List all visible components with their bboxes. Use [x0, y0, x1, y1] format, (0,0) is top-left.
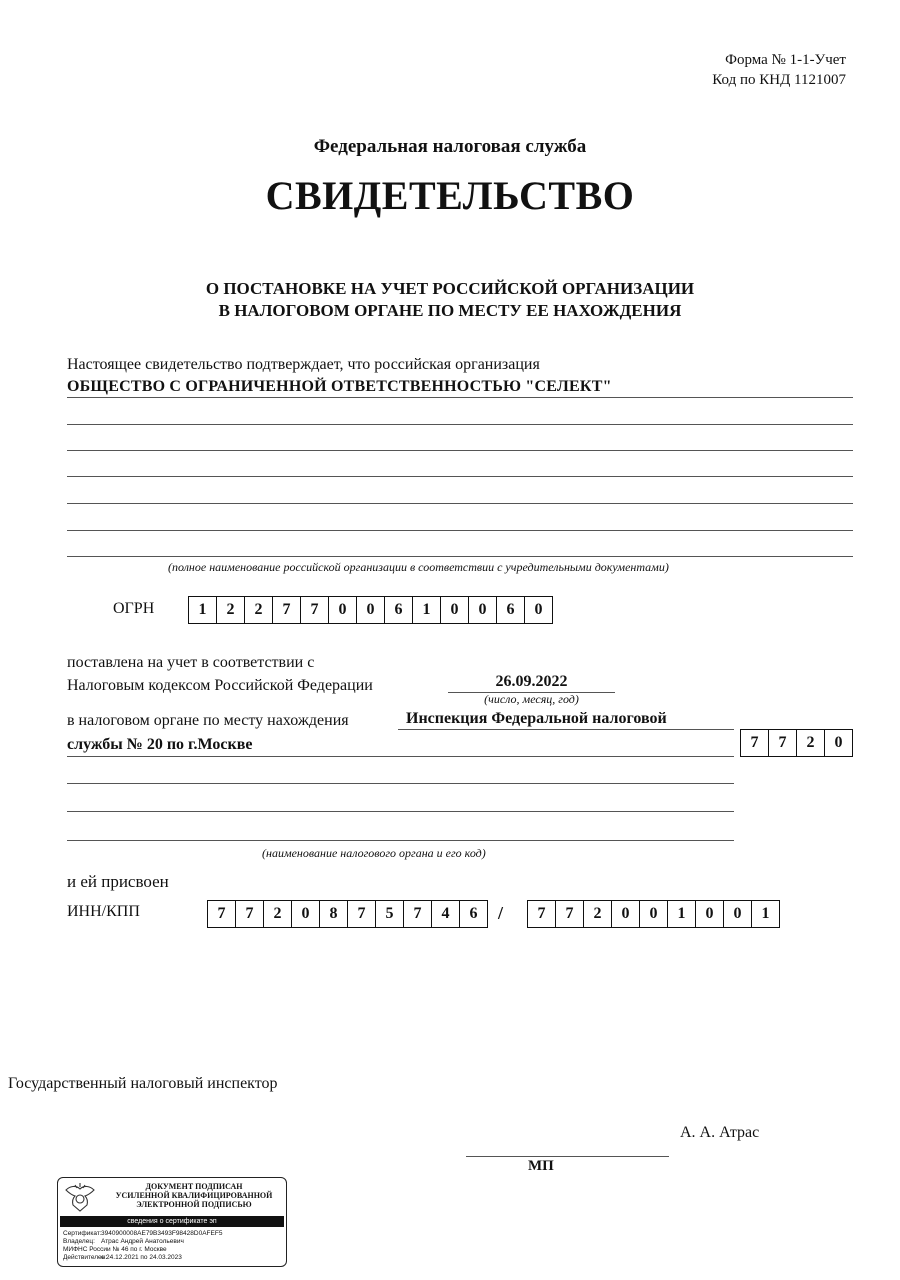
- seal-label: МП: [528, 1158, 554, 1174]
- ogrn-digit: 7: [300, 597, 328, 623]
- inn-kpp-label: ИНН/КПП: [67, 903, 140, 920]
- ogrn-digit: 1: [198, 601, 207, 618]
- authority-code-digit: 2: [796, 730, 824, 756]
- org-line-7: [67, 556, 853, 557]
- owner-label: Владелец:: [63, 1238, 95, 1245]
- authority-line-5: [67, 840, 734, 841]
- ogrn-digit: 0: [468, 597, 496, 623]
- registration-line-1: поставлена на учет в соответствии с: [67, 654, 315, 671]
- registration-date: 26.09.2022: [495, 673, 568, 690]
- authority-line-1: [398, 729, 734, 730]
- stamp-line-3: ЭЛЕКТРОННОЙ ПОДПИСЬЮ: [136, 1200, 252, 1209]
- authority-line-3: [67, 783, 734, 784]
- coat-of-arms-icon: [63, 1182, 97, 1214]
- organization-name: ОБЩЕСТВО С ОГРАНИЧЕННОЙ ОТВЕТСТВЕННОСТЬЮ "СЕЛЕКТ": [67, 378, 612, 395]
- e-signature-stamp: [57, 1177, 287, 1267]
- inn-digit: 2: [263, 901, 291, 927]
- authority-line-4: [67, 811, 734, 812]
- kpp-digit: 7: [537, 905, 546, 922]
- ogrn-digit: 0: [440, 597, 468, 623]
- inn-kpp-separator: /: [498, 903, 504, 923]
- tax-authority-code-boxes: [740, 729, 853, 757]
- inspector-position: Государственный налоговый инспектор: [8, 1075, 278, 1092]
- org-line-2: [67, 424, 853, 425]
- ogrn-boxes: [188, 596, 553, 624]
- form-number: Форма № 1-1-Учет: [725, 52, 846, 68]
- document-title: СВИДЕТЕЛЬСТВО: [265, 173, 635, 218]
- registration-line-2: Налоговым кодексом Российской Федерации: [67, 677, 373, 694]
- subtitle-line-2: В НАЛОГОВОМ ОРГАНЕ ПО МЕСТУ ЕЕ НАХОЖДЕНИЯ: [218, 301, 682, 320]
- agency-name: Федеральная налоговая служба: [313, 136, 587, 157]
- inn-digit: 8: [319, 901, 347, 927]
- subtitle-line-1: О ПОСТАНОВКЕ НА УЧЕТ РОССИЙСКОЙ ОРГАНИЗАЦИИ: [205, 279, 695, 298]
- validity-label: Действителен:: [63, 1254, 108, 1261]
- form-code: [712, 50, 846, 90]
- owner-row: [63, 1238, 184, 1246]
- org-line-6: [67, 530, 853, 531]
- ogrn-digit: 0: [524, 597, 552, 623]
- org-line-3: [67, 450, 853, 451]
- inn-digit: 4: [431, 901, 459, 927]
- inn-digit: 7: [347, 901, 375, 927]
- tax-authority-caption: (наименование налогового органа и его код): [262, 846, 486, 860]
- kpp-digit: 0: [639, 901, 667, 927]
- issuer-row: МИФНС России № 46 по г. Москве: [63, 1246, 167, 1253]
- kpp-digit: 1: [751, 901, 779, 927]
- owner-value: Атрас Андрей Анатольевич: [101, 1238, 184, 1245]
- stamp-heading: [106, 1182, 282, 1209]
- stamp-line-2: УСИЛЕННОЙ КВАЛИФИЦИРОВАННОЙ: [115, 1191, 273, 1200]
- org-line-5: [67, 503, 853, 504]
- ogrn-digit: 6: [384, 597, 412, 623]
- authority-line-2: [67, 756, 734, 757]
- inn-digit: 7: [217, 905, 226, 922]
- authority-code-digit: 7: [768, 730, 796, 756]
- inn-digit: 0: [291, 901, 319, 927]
- certificate-info-bar: сведения о сертификате эп: [60, 1216, 284, 1227]
- ogrn-digit: 2: [216, 597, 244, 623]
- authority-code-digit: 7: [750, 734, 759, 751]
- org-line-1: [67, 397, 853, 398]
- ogrn-digit: 2: [244, 597, 272, 623]
- validity-row: [63, 1254, 182, 1262]
- org-name-caption: (полное наименование российской организации в соответствии с учредительными документами): [168, 560, 669, 574]
- knd-code: Код по КНД 1121007: [712, 72, 846, 88]
- inn-digit: 6: [459, 901, 487, 927]
- tax-authority-name-1: Инспекция Федеральной налоговой: [406, 710, 667, 727]
- intro-text: Настоящее свидетельство подтверждает, что российская организация: [67, 356, 540, 373]
- kpp-digit: 0: [695, 901, 723, 927]
- kpp-digit: 7: [555, 901, 583, 927]
- kpp-digit: 1: [667, 901, 695, 927]
- certificate-row: [63, 1230, 222, 1238]
- date-caption: (число, месяц, год): [484, 692, 579, 706]
- tax-authority-name-2: службы № 20 по г.Москве: [67, 736, 253, 753]
- inn-digit: 7: [235, 901, 263, 927]
- ogrn-digit: 0: [328, 597, 356, 623]
- document-subtitle: [0, 278, 900, 322]
- inn-boxes: [207, 900, 488, 928]
- tax-authority-prefix: в налоговом органе по месту нахождения: [67, 712, 349, 729]
- kpp-digit: 0: [611, 901, 639, 927]
- authority-code-digit: 0: [824, 730, 852, 756]
- kpp-boxes: [527, 900, 780, 928]
- ogrn-label: ОГРН: [113, 600, 155, 617]
- certificate-value: 3940900008AE79B3493F98428D0AFEF5: [101, 1230, 223, 1237]
- inn-digit: 7: [403, 901, 431, 927]
- assigned-text: и ей присвоен: [67, 872, 169, 891]
- certificate-label: Сертификат:: [63, 1230, 102, 1237]
- ogrn-digit: 1: [412, 597, 440, 623]
- ogrn-digit: 6: [496, 597, 524, 623]
- org-line-4: [67, 476, 853, 477]
- stamp-line-1: ДОКУМЕНТ ПОДПИСАН: [145, 1182, 243, 1191]
- inspector-name: А. А. Атрас: [680, 1124, 760, 1141]
- ogrn-digit: 0: [356, 597, 384, 623]
- inn-digit: 5: [375, 901, 403, 927]
- validity-value: с 24.12.2021 по 24.03.2023: [101, 1254, 182, 1261]
- signature-line: [466, 1156, 669, 1157]
- ogrn-digit: 7: [272, 597, 300, 623]
- kpp-digit: 0: [723, 901, 751, 927]
- kpp-digit: 2: [583, 901, 611, 927]
